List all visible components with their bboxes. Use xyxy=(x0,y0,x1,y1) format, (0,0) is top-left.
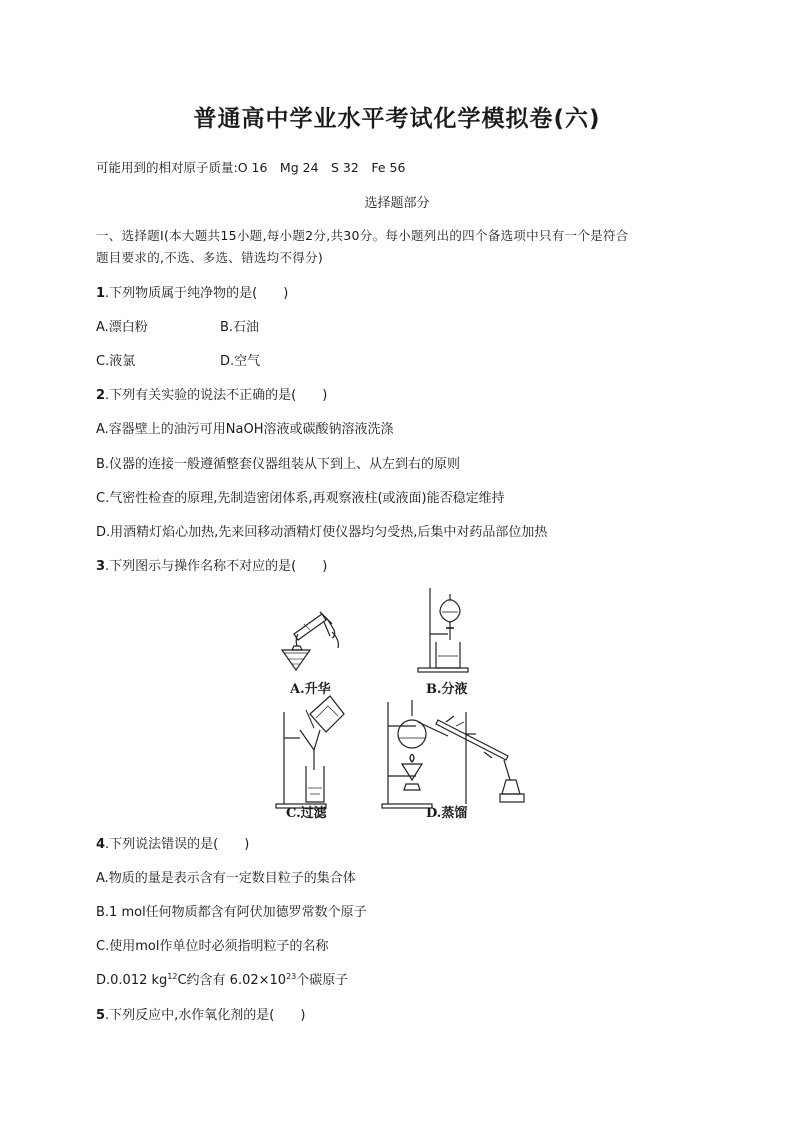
instructions-line-1: 一、选择题Ⅰ(本大题共15小题,每小题2分,共30分。每小题列出的四个备选项中只有一个是符合 xyxy=(96,228,629,243)
caption-b: B.分液 xyxy=(426,682,468,697)
option-d: D.空气 xyxy=(220,354,261,369)
question-stem: .下列反应中,水作氧化剂的是( ) xyxy=(105,1008,306,1023)
option-d-text: C约含有 6.02×10 xyxy=(177,973,287,988)
option-c: C.使用mol作单位时必须指明粒子的名称 xyxy=(96,939,329,954)
atomic-masses: 可能用到的相对原子质量:O 16 Mg 24 S 32 Fe 56 xyxy=(96,160,406,175)
question-2 xyxy=(96,384,327,403)
option-c: C.液氯 xyxy=(96,354,136,369)
option-d xyxy=(96,969,348,988)
option-a: A.容器壁上的油污可用NaOH溶液或碳酸钠溶液洗涤 xyxy=(96,422,394,437)
question-3 xyxy=(96,555,327,574)
distillation-apparatus xyxy=(382,700,524,808)
option-b: B.仪器的连接一般遵循整套仪器组装从下到上、从左到右的原则 xyxy=(96,457,461,472)
option-d-text: D.0.012 kg xyxy=(96,973,168,988)
question-stem: .下列有关实验的说法不正确的是( ) xyxy=(105,388,328,403)
option-a: A.物质的量是表示含有一定数目粒子的集合体 xyxy=(96,871,356,886)
question-number: 5 xyxy=(96,1008,106,1023)
apparatus-drawing xyxy=(270,584,530,820)
apparatus-figure xyxy=(270,584,530,820)
page-title: 普通高中学业水平考试化学模拟卷(六) xyxy=(193,106,601,132)
option-d: D.用酒精灯焰心加热,先来回移动酒精灯使仪器均匀受热,后集中对药品部位加热 xyxy=(96,525,548,540)
sublimation-apparatus xyxy=(282,612,338,670)
option-c: C.气密性检查的原理,先制造密闭体系,再观察液柱(或液面)能否稳定维持 xyxy=(96,491,505,506)
caption-a: A.升华 xyxy=(290,682,331,697)
caption-c: C.过滤 xyxy=(286,806,327,821)
question-stem: .下列图示与操作名称不对应的是( ) xyxy=(105,559,328,574)
question-stem: .下列说法错误的是( ) xyxy=(105,837,250,852)
mass-number-superscript: 12 xyxy=(167,972,178,981)
instructions-line-2: 题目要求的,不选、多选、错选均不得分) xyxy=(96,250,324,265)
question-number: 2 xyxy=(96,388,106,403)
option-b: B.1 mol任何物质都含有阿伏加德罗常数个原子 xyxy=(96,905,367,920)
question-5 xyxy=(96,1004,305,1023)
option-d-text: 个碳原子 xyxy=(296,973,349,988)
filtration-apparatus xyxy=(276,696,344,808)
section-title: 选择题部分 xyxy=(364,196,430,211)
question-1-options-row-1 xyxy=(96,316,260,335)
caption-d: D.蒸馏 xyxy=(426,806,468,821)
question-number: 1 xyxy=(96,286,106,301)
question-number: 4 xyxy=(96,837,106,852)
question-number: 3 xyxy=(96,559,106,574)
question-4 xyxy=(96,833,249,852)
exponent-superscript: 23 xyxy=(286,972,297,981)
question-1-options-row-2 xyxy=(96,350,261,369)
question-stem: .下列物质属于纯净物的是( ) xyxy=(105,286,289,301)
option-a: A.漂白粉 xyxy=(96,320,148,335)
separatory-funnel-apparatus xyxy=(418,588,468,672)
option-b: B.石油 xyxy=(220,320,260,335)
question-1 xyxy=(96,282,288,301)
